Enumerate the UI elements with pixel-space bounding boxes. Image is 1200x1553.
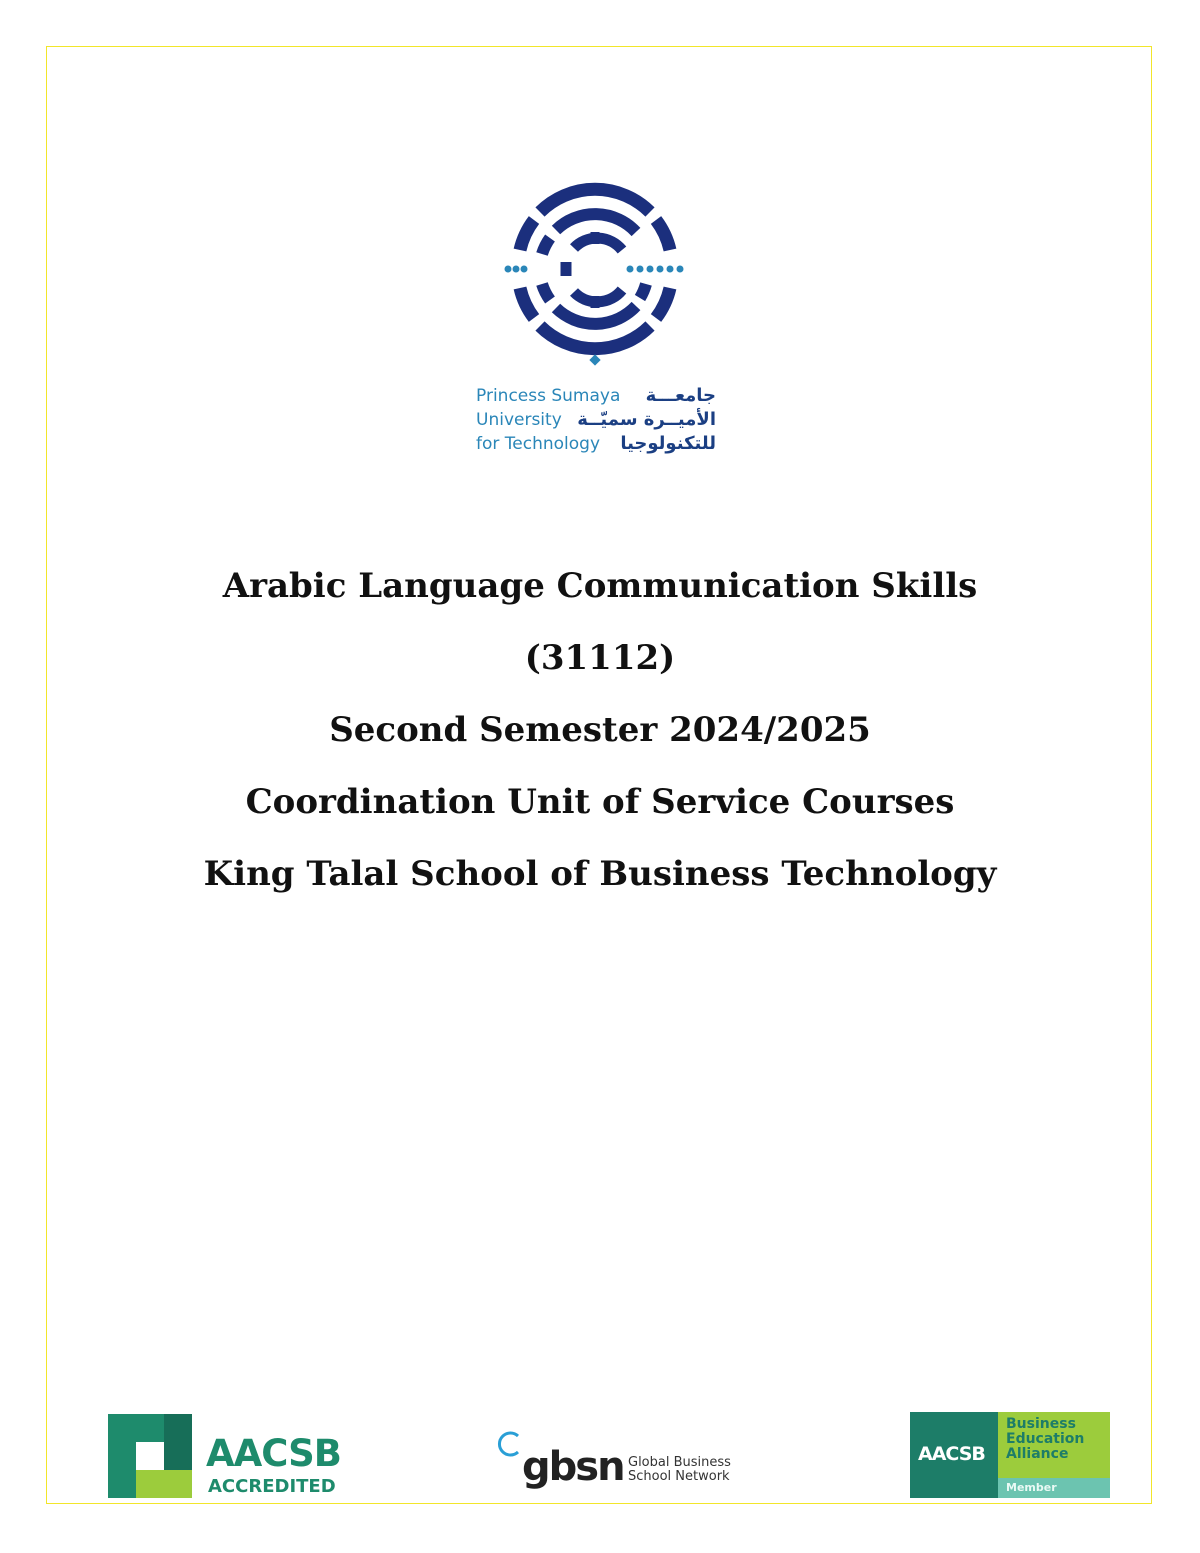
course-title: Arabic Language Communication Skills <box>222 566 978 606</box>
business-education-alliance-logo <box>910 1412 1110 1498</box>
aacsb-word: AACSB <box>206 1432 341 1475</box>
bea-member-text: Member <box>1006 1481 1057 1494</box>
semester: Second Semester 2024/2025 <box>329 710 871 750</box>
cover-titles <box>100 556 1100 916</box>
school-name: King Talal School of Business Technology <box>203 854 997 894</box>
university-name <box>476 384 716 464</box>
university-name-en-2: University <box>476 410 562 430</box>
gbsn-crescent-icon <box>494 1430 524 1460</box>
bea-bottom-panel <box>998 1478 1110 1498</box>
bea-line-2: Education <box>1006 1431 1085 1447</box>
course-code: (31112) <box>524 638 676 678</box>
university-name-ar-1: جامعـــة <box>645 385 716 406</box>
bea-line-3: Alliance <box>1006 1446 1069 1462</box>
aacsb-accredited-logo <box>108 1414 358 1500</box>
bea-alliance-text <box>1006 1417 1084 1462</box>
gbsn-subtitle <box>628 1456 731 1484</box>
university-name-ar-3: للتكنولوجيا <box>620 433 716 454</box>
gbsn-word: gbsn <box>522 1444 624 1490</box>
aacsb-accredited-text: ACCREDITED <box>208 1476 336 1497</box>
unit-name: Coordination Unit of Service Courses <box>245 782 955 822</box>
bea-aacsb-word: AACSB <box>918 1443 985 1465</box>
bea-left-panel <box>910 1412 998 1498</box>
university-name-en-1: Princess Sumaya <box>476 386 621 406</box>
gbsn-logo <box>494 1430 744 1496</box>
aacsb-square-icon <box>108 1414 192 1498</box>
bea-line-1: Business <box>1006 1416 1076 1432</box>
bea-right-panel <box>998 1412 1110 1478</box>
gbsn-sub-1: Global Business <box>628 1455 731 1470</box>
gbsn-sub-2: School Network <box>628 1469 730 1484</box>
psut-emblem-icon <box>498 172 692 366</box>
university-name-ar-2: الأميــرة سميّــة <box>577 409 716 430</box>
university-name-en-3: for Technology <box>476 434 601 454</box>
